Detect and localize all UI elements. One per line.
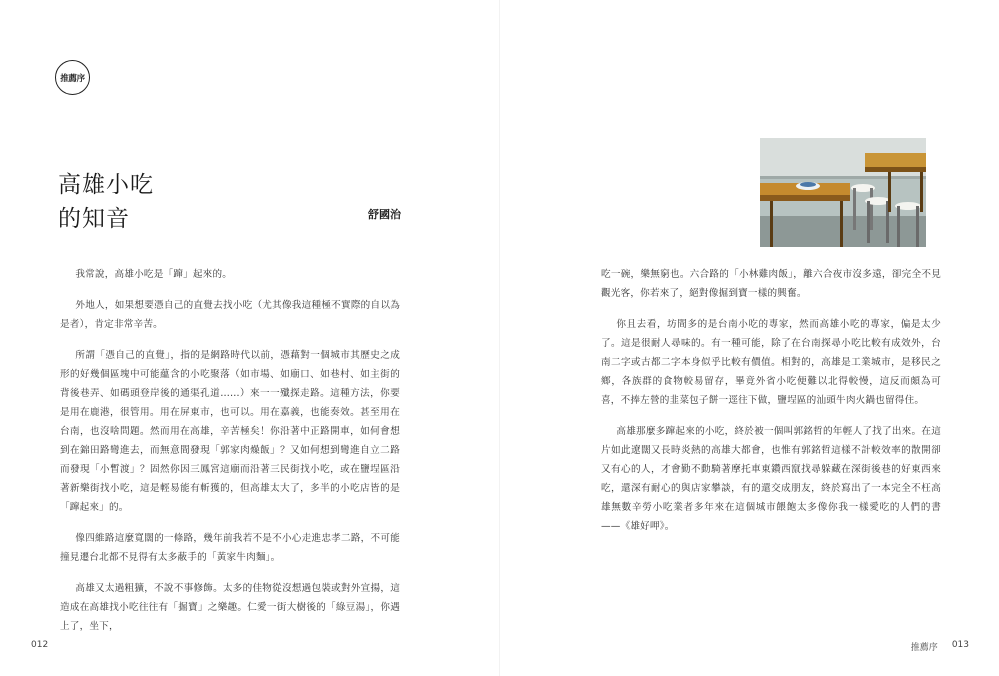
- right-page-body: [601, 265, 941, 548]
- paragraph: 我常說，高雄小吃是「蹿」起來的。: [75, 269, 233, 280]
- author-name: 舒國治: [368, 208, 401, 221]
- paragraph: 高雄又太過粗獷，不說不事修飾。太多的佳物從沒想過包裝或對外宣揚，這造成在高雄找小吃往往有「掘寶」之樂趣。仁愛一街大樹後的「綠豆湯」，你遇上了，坐下，: [60, 583, 400, 632]
- paragraph: 像四維路這麼寬闊的一條路，幾年前我若不是不小心走進忠孝二路，不可能撞見遷台北都不見得有太多蔽手的「黃家牛肉麵」。: [60, 533, 400, 563]
- paragraph: 你且去看，坊間多的是台南小吃的專家，然而高雄小吃的專家，偏是太少了。這是很耐人尋味的。有一種可能，除了在台南探尋小吃比較有成效外，台南二字或古都二字本身似乎比較有價值。相對的，高雄是工業城市，是移民之鄉，各族群的食物較易留存，畢竟外省小吃便難以北得較慢，這反而頗為可喜，不捧左營的韭菜包子餅一逕往下做，鹽埕區的汕頭牛肉火鍋也留得住。: [601, 319, 941, 406]
- chapter-title: [58, 168, 154, 236]
- paragraph: 吃一碗，樂無窮也。六合路的「小林雞肉飯」，離六合夜市沒多遠，卻完全不見觀光客，你若來了，絕對像掘到寶一樣的興奮。: [601, 269, 941, 299]
- food-stall-photo-graphic: [760, 138, 926, 247]
- food-stall-photo: [760, 138, 926, 247]
- title-line-2: 的知音: [58, 206, 130, 232]
- running-footer-label: 推薦序: [910, 643, 938, 653]
- paragraph: 高雄那麼多蹿起來的小吃，終於被一個叫郭銘哲的年輕人了找了出來。在這片如此遼闊又長時炎熱的高雄大都會，也惟有郭銘哲這樣不計較效率的散開卻又有心的人，才會勤不動騎著摩托車東鑽西竄找尋躲藏在深街後巷的好東西來吃，還深有耐心的與店家攀談，有的還交成朋友，終於寫出了一本完全不枉高雄無數辛勞小吃業者多年來在這個城市餵飽太多像你我一樣愛吃的人們的書——《雄好呷》。: [601, 426, 941, 532]
- page-footer-right: [911, 640, 969, 653]
- page-number-left: 012: [31, 640, 49, 650]
- page-number-right: 013: [951, 640, 969, 650]
- paragraph: 外地人，如果想要憑自己的直覺去找小吃（尤其像我這種極不實際的自以為是者），肯定非常辛苦。: [60, 300, 400, 330]
- section-badge: 推薦序: [55, 60, 90, 95]
- paragraph: 所謂「憑自己的直覺」，指的是網路時代以前，憑藉對一個城市其歷史之成形的好幾個區塊中可能蘊含的小吃聚落（如市場、如廟口、如巷村、如主街的背後巷弄、如碼頭登岸後的通渠孔道……）來一一殲探走路。這種方法，你要是用在鹿港，很管用。用在屏東市，也可以。用在嘉義，也能奏效。甚至用在台南，也沒啥問題。然而用在高雄，辛苦極矣！你沿著中正路開車，如何會想到在錦田路彎進去，而無意間發現「郭家肉燥飯」？又如何想到彎進自立二路而發現「小暫渡」？固然你因三鳳宮這廟而沿著三民街找小吃，或在鹽埕區沿著新樂街找小吃，這是輕易能有斬獲的，但高雄太大了，多半的小吃店皆的是「蹿起來」的。: [60, 350, 400, 513]
- gutter: [499, 0, 500, 676]
- left-page-body: [60, 265, 400, 648]
- title-line-1: 高雄小吃: [58, 172, 154, 198]
